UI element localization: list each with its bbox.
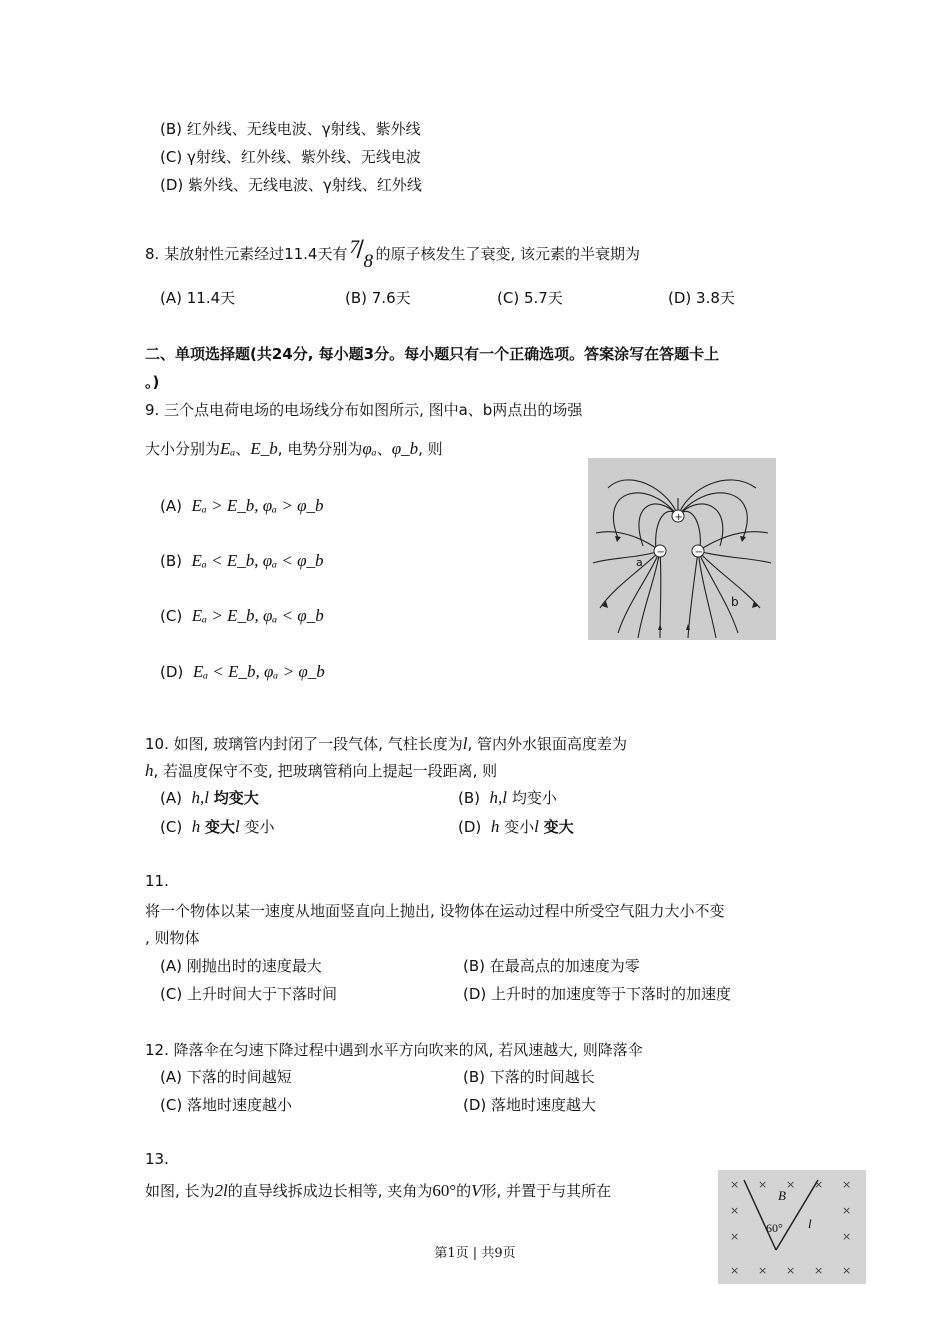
q9-phi-a: φₐ — [362, 439, 377, 458]
q10-option-b — [458, 787, 557, 808]
q10-stem1-a: 10. 如图, 玻璃管内封闭了一段气体, 气柱长度为 — [145, 735, 463, 753]
svg-text:×: × — [842, 1204, 852, 1217]
q9-option-c-label: (C) — [160, 607, 183, 625]
q9-stem2-a: 大小分别为 — [145, 440, 221, 458]
q11-option-b: (B) 在最高点的加速度为零 — [463, 957, 640, 975]
q10-stem-line1 — [145, 733, 627, 754]
fig-label-a: a — [636, 556, 643, 569]
q10-option-c-t1: 变大 — [205, 818, 236, 836]
q8-option-b: (B) 7.6天 — [345, 289, 411, 307]
q9-eb: E_b — [250, 439, 278, 458]
svg-text:×: × — [730, 1178, 740, 1191]
q10-option-c-label: (C) — [160, 818, 183, 836]
q10-option-b-text: 均变小 — [511, 789, 557, 807]
q9-option-a-label: (A) — [160, 497, 182, 515]
v-wire-diagram — [718, 1170, 866, 1284]
q7-option-c: (C) γ射线、红外线、紫外线、无线电波 — [160, 148, 421, 166]
section2-heading-line2: 。) — [145, 373, 160, 391]
svg-text:×: × — [842, 1178, 852, 1191]
fig-l-label: l — [808, 1216, 812, 1231]
svg-text:+: + — [674, 512, 683, 523]
q9-option-a-expr: Eₐ > E_b, φₐ > φ_b — [191, 496, 324, 515]
q12-option-d: (D) 落地时速度越大 — [463, 1096, 597, 1114]
q13-stem — [145, 1180, 611, 1201]
q11-number: 11. — [145, 872, 169, 890]
page-footer: 第1页 | 共9页 — [434, 1246, 516, 1261]
q9-stem2-b: , 电势分别为 — [277, 440, 363, 458]
q10-option-b-math: h,l — [489, 788, 508, 807]
q13-stem-d: 形, 并置于与其所在 — [481, 1182, 612, 1200]
q8-stem — [145, 236, 641, 272]
q13-v: V — [471, 1181, 482, 1200]
svg-text:×: × — [842, 1264, 852, 1277]
q11-stem: 将一个物体以某一速度从地面竖直向上抛出, 设物体在运动过程中所受空气阻力大小不变 — [145, 902, 725, 920]
q13-figure — [718, 1170, 866, 1284]
q9-option-b-label: (B) — [160, 552, 182, 570]
q10-option-b-label: (B) — [458, 789, 480, 807]
fig-label-b: b — [731, 595, 739, 609]
svg-text:×: × — [786, 1178, 796, 1191]
q9-ea: Eₐ — [220, 439, 236, 458]
q13-number: 13. — [145, 1150, 169, 1168]
q8-stem-b: 的原子核发生了衰变, 该元素的半衰期为 — [375, 245, 641, 263]
q8-frac-num: 7 — [349, 236, 359, 258]
q13-stem-c: 的 — [456, 1182, 472, 1200]
q9-option-d-expr: Eₐ < E_b, φₐ > φ_b — [192, 662, 325, 681]
svg-text:×: × — [786, 1264, 796, 1277]
q10-option-a-text: 均变大 — [213, 789, 259, 807]
q8-fraction — [347, 236, 375, 272]
q11-option-c: (C) 上升时间大于下落时间 — [160, 985, 337, 1003]
q10-option-d-t2: 变大 — [543, 818, 574, 836]
q10-option-a-label: (A) — [160, 789, 182, 807]
q9-option-d-label: (D) — [160, 663, 184, 681]
q12-stem: 12. 降落伞在匀速下降过程中遇到水平方向吹来的风, 若风速越大, 则降落伞 — [145, 1041, 643, 1059]
fig-b-label: B — [778, 1188, 786, 1203]
q9-phi-b: φ_b — [391, 439, 419, 458]
q12-option-a: (A) 下落的时间越短 — [160, 1068, 292, 1086]
q13-angle: 60° — [432, 1181, 457, 1200]
svg-text:−: − — [694, 547, 703, 558]
q10-stem1-b: , 管内外水银面高度差为 — [467, 735, 627, 753]
q10-option-c-m2: l — [235, 817, 240, 836]
q10-option-d — [458, 816, 574, 837]
q12-option-b: (B) 下落的时间越长 — [463, 1068, 595, 1086]
q10-option-c-m1: h — [191, 817, 201, 836]
q8-stem-a: 8. 某放射性元素经过11.4天有 — [145, 245, 348, 263]
svg-text:×: × — [730, 1264, 740, 1277]
q11-option-a: (A) 刚抛出时的速度最大 — [160, 957, 322, 975]
q10-stem-line2 — [145, 760, 497, 781]
svg-text:×: × — [814, 1264, 824, 1277]
svg-text:−: − — [656, 547, 665, 558]
svg-text:×: × — [758, 1178, 768, 1191]
q10-option-d-m1: h — [490, 817, 500, 836]
q10-option-a — [160, 787, 259, 808]
q10-option-a-math: h,l — [191, 788, 209, 807]
q10-stem2: , 若温度保守不变, 把玻璃管稍向上提起一段距离, 则 — [153, 762, 498, 780]
section2-heading-line1: 二、单项选择题(共24分, 每小题3分。每小题只有一个正确选项。答案涂写在答题卡上 — [145, 345, 720, 363]
field-lines-diagram — [588, 458, 776, 640]
svg-text:×: × — [814, 1178, 824, 1191]
q9-option-b — [160, 551, 324, 571]
q11-option-d: (D) 上升时的加速度等于下落时的加速度 — [463, 985, 732, 1003]
q12-option-c: (C) 落地时速度越小 — [160, 1096, 292, 1114]
q8-option-a: (A) 11.4天 — [160, 289, 236, 307]
q8-frac-den: 8 — [363, 250, 373, 272]
q10-option-d-t1: 变小 — [504, 818, 535, 836]
q13-stem-b: 的直导线拆成边长相等, 夹角为 — [227, 1182, 433, 1200]
q13-len: 2l — [214, 1181, 228, 1200]
svg-text:×: × — [758, 1264, 768, 1277]
q9-sep2: 、 — [376, 440, 392, 458]
q10-l: l — [462, 734, 468, 753]
q10-option-c — [160, 816, 275, 837]
q8-option-c: (C) 5.7天 — [497, 289, 563, 307]
q10-option-d-label: (D) — [458, 818, 482, 836]
q13-stem-a: 如图, 长为 — [145, 1182, 215, 1200]
q9-option-c — [160, 606, 324, 626]
q7-option-d: (D) 紫外线、无线电波、γ射线、红外线 — [160, 176, 422, 194]
q9-option-d — [160, 662, 325, 682]
q9-option-b-expr: Eₐ < E_b, φₐ < φ_b — [191, 551, 324, 570]
q9-stem-line1: 9. 三个点电荷电场的电场线分布如图所示, 图中a、b两点出的场强 — [145, 401, 583, 419]
q9-option-c-expr: Eₐ > E_b, φₐ < φ_b — [191, 606, 324, 625]
q11-stem2: , 则物体 — [145, 929, 200, 947]
svg-text:×: × — [730, 1204, 740, 1217]
q8-option-d: (D) 3.8天 — [668, 289, 735, 307]
q7-option-b: (B) 红外线、无线电波、γ射线、紫外线 — [160, 120, 421, 138]
svg-text:×: × — [730, 1230, 740, 1243]
svg-text:×: × — [842, 1230, 852, 1243]
q9-stem-line2 — [145, 438, 443, 459]
q10-option-d-m2: l — [534, 817, 539, 836]
q9-field-figure — [588, 458, 776, 640]
q9-stem2-c: , 则 — [418, 440, 443, 458]
q10-option-c-t2: 变小 — [244, 818, 275, 836]
q10-h: h — [145, 761, 154, 780]
q9-sep1: 、 — [235, 440, 251, 458]
q9-option-a — [160, 496, 323, 516]
fig-angle-label: 60° — [766, 1221, 783, 1235]
q8-frac-slash: / — [356, 236, 364, 262]
